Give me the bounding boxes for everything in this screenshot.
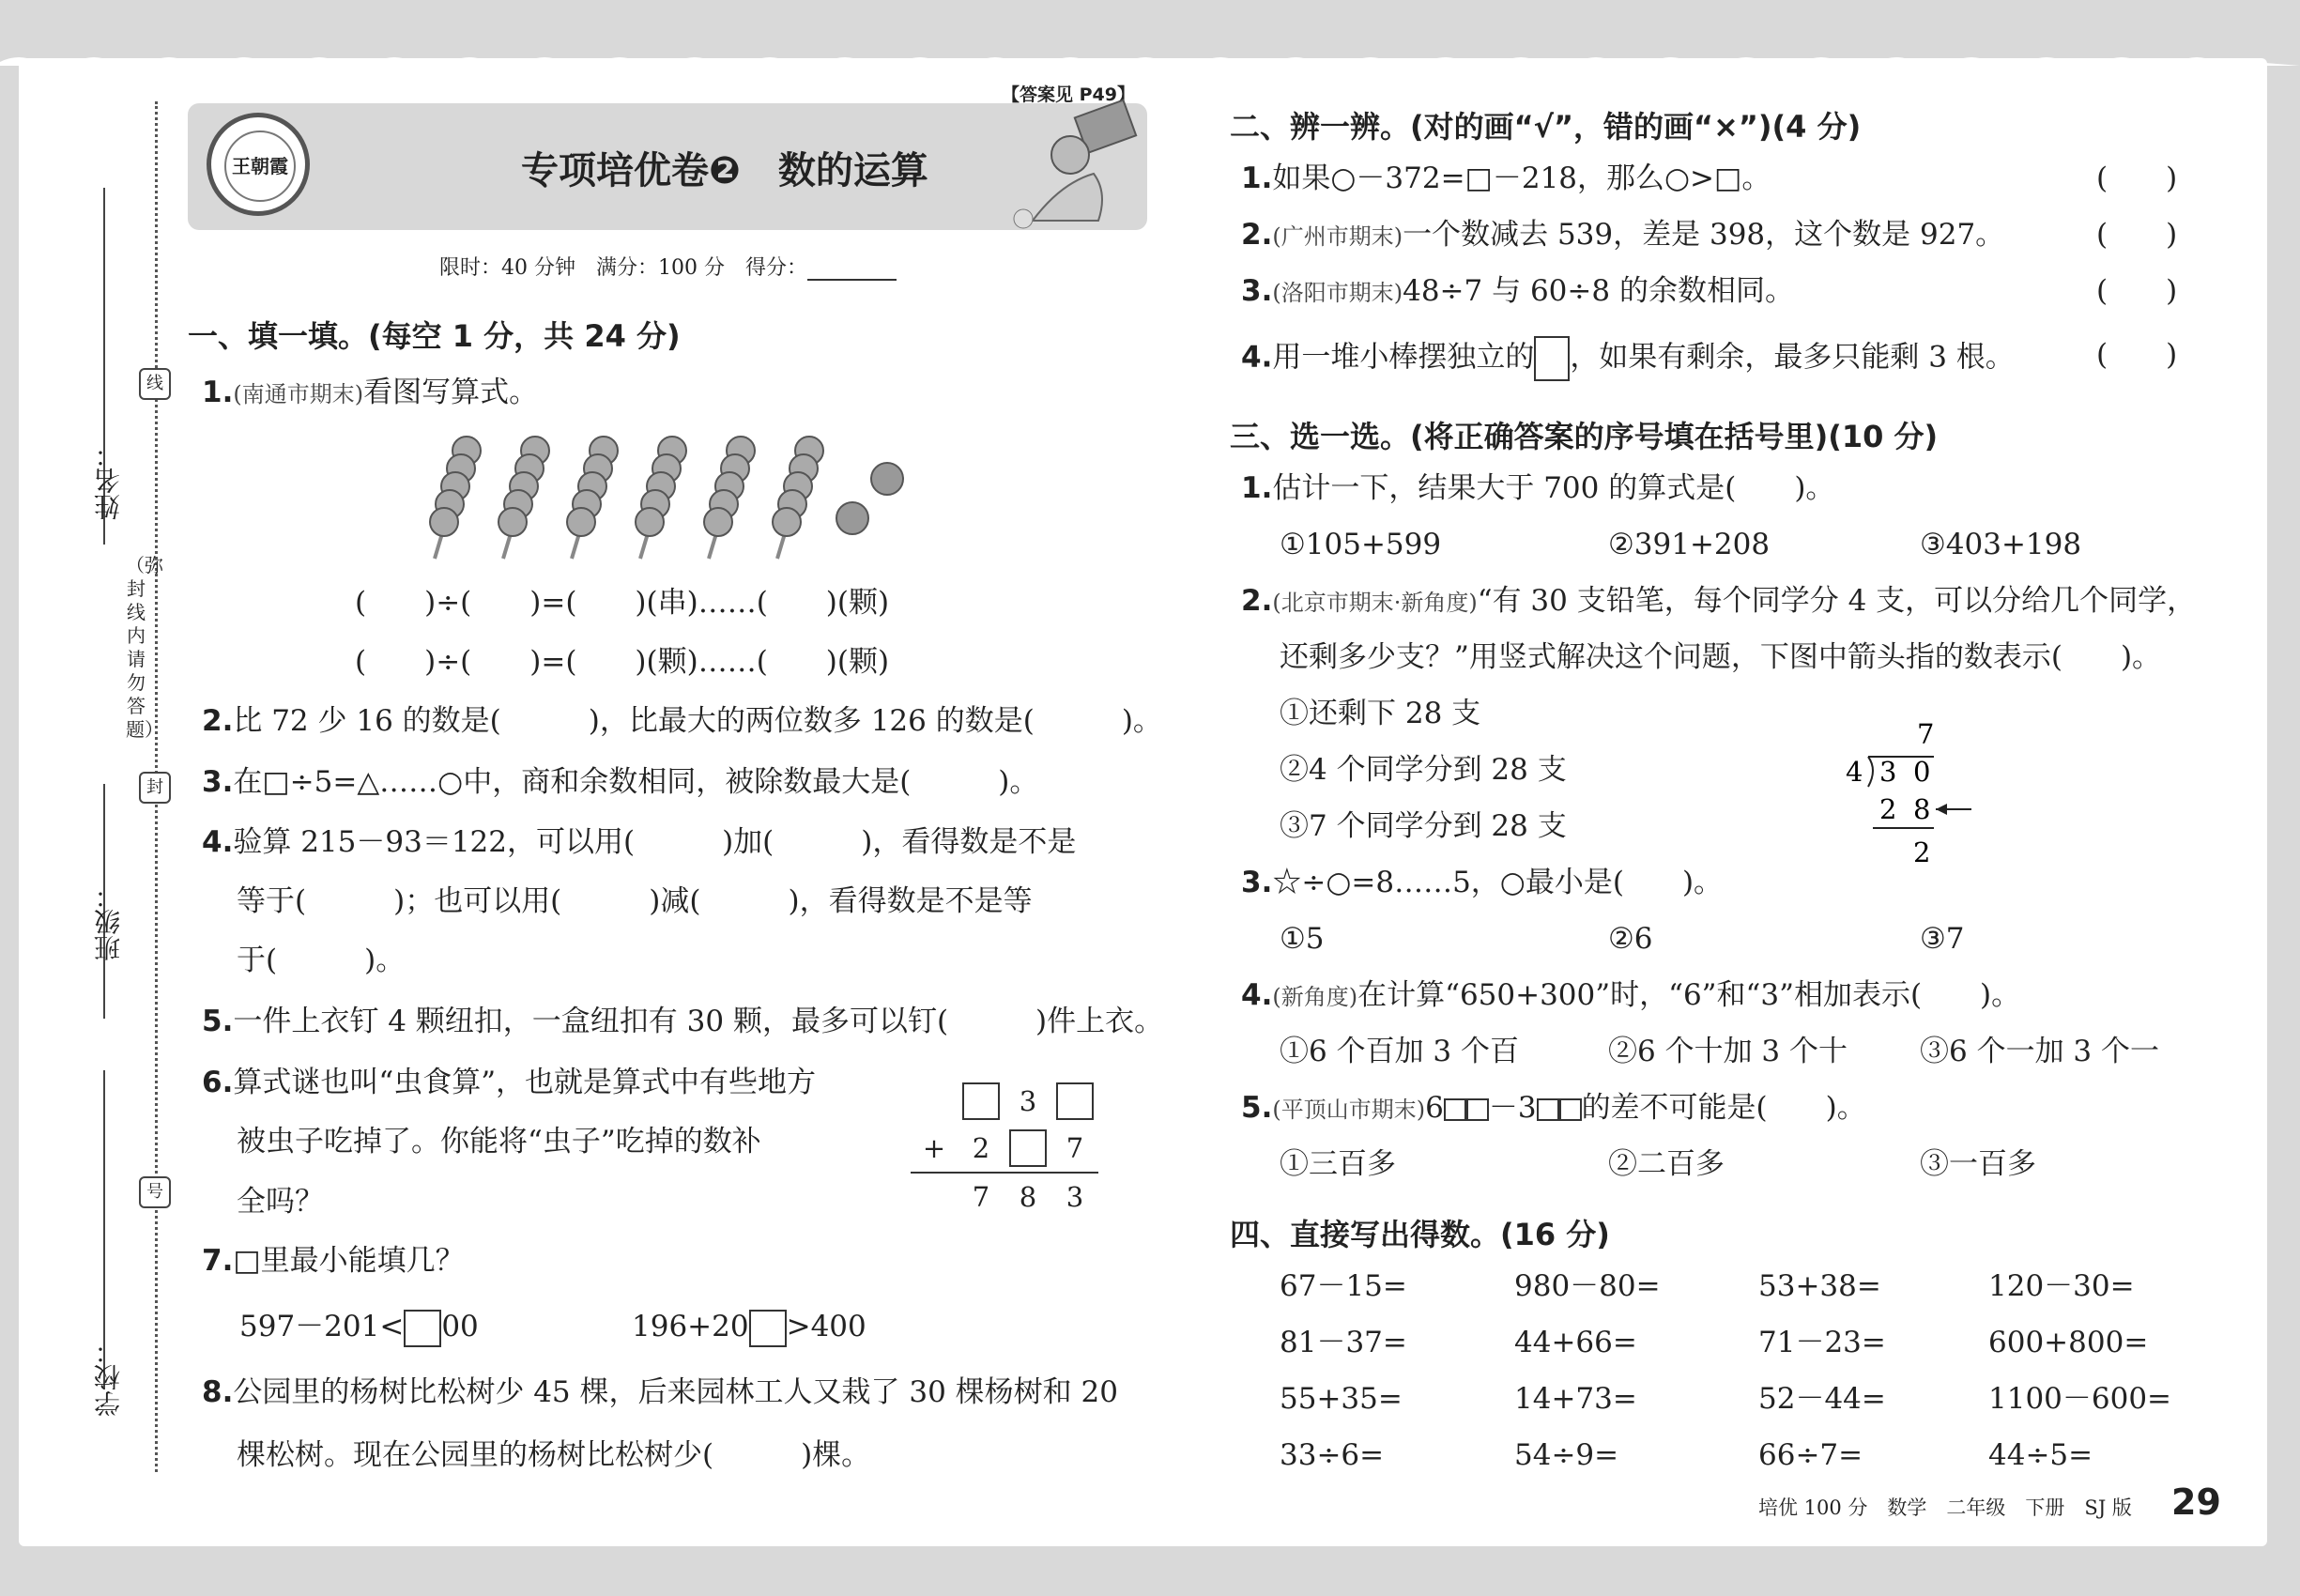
q-num: 7. xyxy=(202,1244,234,1278)
q-text: □里最小能填几？ xyxy=(233,1244,465,1278)
mental-math-item[interactable]: 14+73= xyxy=(1514,1382,1637,1416)
s3-q1-opt-3[interactable]: ③403+198 xyxy=(1920,528,2082,561)
q7-b-blank[interactable] xyxy=(749,1310,787,1347)
q-text: 一件上衣钉 4 颗纽扣，一盒纽扣有 30 颗，最多可以钉( )件上衣。 xyxy=(233,1005,1164,1038)
fruit-ball xyxy=(773,508,801,536)
q-text: ☆÷○=8……5，○最小是( )。 xyxy=(1272,866,1724,899)
mental-math-item[interactable]: 1100－600= xyxy=(1988,1382,2172,1416)
q-source: (广州市期末) xyxy=(1272,223,1403,250)
digit-blank xyxy=(1444,1098,1466,1121)
book-footer: 培优 100 分 数学 二年级 下册 SJ 版 xyxy=(1758,1496,2132,1519)
s3-q5[interactable] xyxy=(1241,1089,1866,1128)
score-blank[interactable] xyxy=(807,258,897,281)
mental-math-item[interactable]: 120－30= xyxy=(1988,1269,2135,1303)
skewer xyxy=(430,437,481,559)
mental-math-item[interactable]: 71－23= xyxy=(1758,1326,1886,1359)
division-product-tens: 2 xyxy=(1879,793,1897,825)
puzzle-cell xyxy=(911,1173,958,1220)
class-label: 班级： xyxy=(93,882,124,961)
seal-feng: 封 xyxy=(139,772,171,804)
mental-math-grid xyxy=(1280,1267,2181,1493)
s1-q3[interactable] xyxy=(202,763,1038,801)
digit-blank xyxy=(1537,1098,1559,1121)
brand-logo xyxy=(207,113,310,216)
s1-q7 xyxy=(202,1242,465,1280)
division-dividend-tens: 3 xyxy=(1879,756,1897,788)
fruit-ball xyxy=(430,508,458,536)
mental-math-item[interactable]: 980－80= xyxy=(1514,1269,1661,1303)
section-1-heading: 一、填一填。(每空 1 分，共 24 分) xyxy=(188,318,681,354)
q-text: 验算 215－93＝122，可以用( )加( )，看得数是不是 xyxy=(233,825,1077,859)
mental-math-item[interactable]: 67－15= xyxy=(1280,1269,1407,1303)
digit-blank xyxy=(1559,1098,1582,1121)
name-label: 姓名： xyxy=(93,441,124,520)
q7-a-right: 00 xyxy=(441,1310,479,1343)
mental-math-item[interactable]: 81－37= xyxy=(1280,1326,1407,1359)
puzzle-cell xyxy=(911,1078,958,1125)
fruit-ball xyxy=(636,508,664,536)
q-text: 的差不可能是( )。 xyxy=(1581,1091,1866,1125)
q-num: 2. xyxy=(202,704,234,738)
mental-math-item[interactable]: 54÷9= xyxy=(1514,1438,1619,1472)
q-text: 公园里的杨树比松树少 45 棵，后来园林工人又栽了 30 棵杨树和 20 xyxy=(233,1375,1118,1409)
s3-q3-opt-1[interactable]: ①5 xyxy=(1280,922,1325,956)
q-text: 在□÷5=△……○中，商和余数相同，被除数最大是( )。 xyxy=(233,765,1039,799)
division-divisor: 4 xyxy=(1846,756,1863,788)
fruit-ball xyxy=(567,508,595,536)
mental-math-item[interactable]: 53+38= xyxy=(1758,1269,1881,1303)
q-text: 估计一下，结果大于 700 的算式是( )。 xyxy=(1272,471,1835,505)
s1-q4-line3[interactable]: 于( )。 xyxy=(237,944,406,977)
s3-q3-opt-2[interactable]: ②6 xyxy=(1608,922,1653,956)
puzzle-blank[interactable] xyxy=(958,1078,1004,1125)
fruit-ball xyxy=(498,508,527,536)
s1-q7-b xyxy=(632,1308,866,1347)
s1-q1-line2[interactable]: ( )÷( )=( )(颗)……( )(颗) xyxy=(355,645,890,679)
puzzle-blank[interactable] xyxy=(1004,1125,1051,1173)
q-text: 算式谜也叫“虫食算”，也就是算式中有些地方 xyxy=(233,1066,817,1099)
section-2-heading: 二、辨一辨。(对的画“√”，错的画“×”)(4 分) xyxy=(1230,109,1862,145)
mental-math-item[interactable]: 44÷5= xyxy=(1988,1438,2093,1472)
s2-item-3 xyxy=(1241,272,1794,312)
skewer xyxy=(498,437,549,559)
q-text: “有 30 支铅笔，每个同学分 4 支，可以分给几个同学， xyxy=(1477,584,2197,618)
s1-q4-line1[interactable] xyxy=(202,823,1076,861)
s1-q6-line3: 全吗？ xyxy=(237,1185,324,1219)
puzzle-digit: 3 xyxy=(1019,1085,1037,1117)
book-icon xyxy=(1004,99,1164,230)
q-text: 如果○－372=□－218，那么○>□。 xyxy=(1272,161,1771,195)
s1-q7-a xyxy=(239,1308,479,1347)
s3-q2-opt-2[interactable]: ②4 个同学分到 28 支 xyxy=(1280,753,1567,787)
s2-item-4 xyxy=(1241,336,2015,381)
s1-q8-line2[interactable]: 棵松树。现在公园里的杨树比松树少( )棵。 xyxy=(237,1438,871,1472)
s3-q1-opt-2[interactable]: ②391+208 xyxy=(1608,528,1771,561)
q-source: (南通市期末) xyxy=(233,381,364,407)
arrow-head-icon xyxy=(1936,804,1947,815)
logo-text: 王朝霞 xyxy=(224,130,296,202)
q-text: ，如果有剩余，最多只能剩 3 根。 xyxy=(1570,340,2015,375)
q-text: 看图写算式。 xyxy=(363,376,539,409)
puzzle-digit: 7 xyxy=(972,1181,990,1213)
q-source: (新角度) xyxy=(1272,984,1358,1010)
s1-q1 xyxy=(202,374,538,413)
s1-q5[interactable] xyxy=(202,1003,1163,1040)
s2-item-3-answer[interactable]: ( ) xyxy=(2096,274,2178,308)
q-num: 3. xyxy=(1241,274,1273,308)
q-text: －3 xyxy=(1488,1091,1537,1125)
answer-reference: 【答案见 P49】 xyxy=(1002,84,1135,105)
s3-q1-opt-1[interactable]: ①105+599 xyxy=(1280,528,1442,561)
s3-q2-opt-3[interactable]: ③7 个同学分到 28 支 xyxy=(1280,809,1567,843)
puzzle-blank[interactable] xyxy=(1051,1078,1098,1125)
division-dividend-ones: 0 xyxy=(1913,756,1931,788)
school-label: 学校： xyxy=(93,1338,124,1417)
addition-puzzle xyxy=(911,1078,1098,1220)
s1-q8-line1 xyxy=(202,1373,1118,1411)
division-product-ones: 8 xyxy=(1913,793,1931,825)
s3-q1[interactable] xyxy=(1241,469,1834,507)
exam-meta xyxy=(439,252,897,281)
seal-xian: 线 xyxy=(139,368,171,400)
skewer xyxy=(704,437,755,559)
q-num: 4. xyxy=(1241,340,1273,375)
puzzle-digit: 3 xyxy=(1066,1181,1084,1213)
mental-math-item[interactable]: 44+66= xyxy=(1514,1326,1637,1359)
q-num: 4. xyxy=(1241,978,1273,1012)
section-4-heading: 四、直接写出得数。(16 分) xyxy=(1230,1217,1610,1252)
page-number: 29 xyxy=(2171,1481,2221,1523)
s3-q4-opt-2[interactable]: ②6 个十加 3 个十 xyxy=(1608,1035,1848,1068)
mental-math-item[interactable]: 33÷6= xyxy=(1280,1438,1385,1472)
q-num: 4. xyxy=(202,825,234,859)
digit-blank xyxy=(1466,1098,1489,1121)
s3-q5-opt-2[interactable]: ②二百多 xyxy=(1608,1147,1725,1181)
s2-item-1 xyxy=(1241,160,1771,197)
s3-q3[interactable] xyxy=(1241,864,1723,901)
q-text: 在计算“650+300”时，“6”和“3”相加表示( )。 xyxy=(1357,978,2021,1012)
q7-a-blank[interactable] xyxy=(404,1310,441,1347)
q-text: 比 72 少 16 的数是( )，比最大的两位数多 126 的数是( )。 xyxy=(233,704,1162,738)
mental-math-item[interactable]: 66÷7= xyxy=(1758,1438,1863,1472)
s2-item-1-answer[interactable]: ( ) xyxy=(2096,161,2178,195)
q-text: 用一堆小棒摆独立的 xyxy=(1272,340,1535,375)
stick-square-icon xyxy=(1534,336,1570,381)
mental-math-item[interactable]: 55+35= xyxy=(1280,1382,1403,1416)
skewer xyxy=(636,437,686,559)
division-quotient: 7 xyxy=(1917,718,1935,750)
puzzle-digit: 8 xyxy=(1019,1181,1037,1213)
s3-q5-opt-3[interactable]: ③一百多 xyxy=(1920,1147,2036,1181)
s2-item-2-answer[interactable]: ( ) xyxy=(2096,218,2178,252)
seal-note: （弥封线内请勿答题） xyxy=(126,554,163,741)
s1-q6-line2: 被虫子吃掉了。你能将“虫子”吃掉的数补 xyxy=(237,1125,761,1159)
q-num: 1. xyxy=(1241,471,1273,505)
candied-fruit-skewers-image xyxy=(427,432,915,563)
page-title: 专项培优卷❷ 数的运算 xyxy=(521,149,928,192)
q7-a-left: 597－201< xyxy=(239,1310,405,1343)
q-num: 1. xyxy=(202,376,234,409)
q-num: 8. xyxy=(202,1375,234,1409)
loose-fruit-ball xyxy=(836,502,868,534)
puzzle-digit: 7 xyxy=(1066,1132,1084,1164)
q-source: (平顶山市期末) xyxy=(1272,1097,1426,1123)
division-remainder: 2 xyxy=(1913,836,1931,868)
q7-b-right: >400 xyxy=(786,1310,866,1343)
s3-q2-opt-1[interactable]: ①还剩下 28 支 xyxy=(1280,697,1481,730)
skewer xyxy=(567,437,618,559)
s1-q4-line2[interactable]: 等于( )；也可以用( )减( )，看得数是不是等 xyxy=(237,884,1033,918)
s3-q5-opt-1[interactable]: ①三百多 xyxy=(1280,1147,1396,1181)
s1-q6-line1 xyxy=(202,1064,816,1101)
puzzle-op: + xyxy=(922,1132,946,1164)
section-3-heading: 三、选一选。(将正确答案的序号填在括号里)(10 分) xyxy=(1230,419,1939,454)
q-num: 1. xyxy=(1241,161,1273,195)
s3-q2-line2[interactable]: 还剩多少支？”用竖式解决这个问题，下图中箭头指的数表示( )。 xyxy=(1280,640,2162,674)
s2-item-2 xyxy=(1241,216,2004,255)
meta-text: 限时：40 分钟 满分：100 分 得分： xyxy=(439,256,807,280)
s1-q1-line1[interactable]: ( )÷( )=( )(串)……( )(颗) xyxy=(355,586,890,620)
page-edge-top xyxy=(0,0,2300,66)
q-num: 2. xyxy=(1241,584,1273,618)
s3-q2-line1 xyxy=(1241,582,2196,622)
q7-b-left: 196+20 xyxy=(632,1310,749,1343)
s3-q4-opt-1[interactable]: ①6 个百加 3 个百 xyxy=(1280,1035,1520,1068)
q-num: 3. xyxy=(1241,866,1273,899)
q-num: 3. xyxy=(202,765,234,799)
seal-hao: 号 xyxy=(139,1176,171,1208)
q-num: 6. xyxy=(202,1066,234,1099)
fruit-ball xyxy=(704,508,732,536)
mental-math-item[interactable]: 52－44= xyxy=(1758,1382,1886,1416)
q-text: 48÷7 与 60÷8 的余数相同。 xyxy=(1403,274,1794,308)
q-text: 一个数减去 539，差是 398，这个数是 927。 xyxy=(1403,218,2005,252)
s3-q3-opt-3[interactable]: ③7 xyxy=(1920,922,1965,956)
q-source: (北京市期末·新角度) xyxy=(1272,590,1478,616)
q-source: (洛阳市期末) xyxy=(1272,280,1403,306)
mental-math-item[interactable]: 600+800= xyxy=(1988,1326,2149,1359)
q-text: 6 xyxy=(1425,1091,1444,1125)
long-division-diagram xyxy=(1840,712,1990,871)
s1-q2[interactable] xyxy=(202,702,1162,740)
q-num: 5. xyxy=(202,1005,234,1038)
q-num: 2. xyxy=(1241,218,1273,252)
skewer xyxy=(773,437,823,559)
puzzle-digit: 2 xyxy=(972,1132,990,1164)
loose-fruit-ball xyxy=(871,463,903,495)
s3-q4-opt-3[interactable]: ③6 个一加 3 个一 xyxy=(1920,1035,2160,1068)
s3-q4[interactable] xyxy=(1241,976,2020,1016)
q-num: 5. xyxy=(1241,1091,1273,1125)
s2-item-4-answer[interactable]: ( ) xyxy=(2096,338,2178,372)
